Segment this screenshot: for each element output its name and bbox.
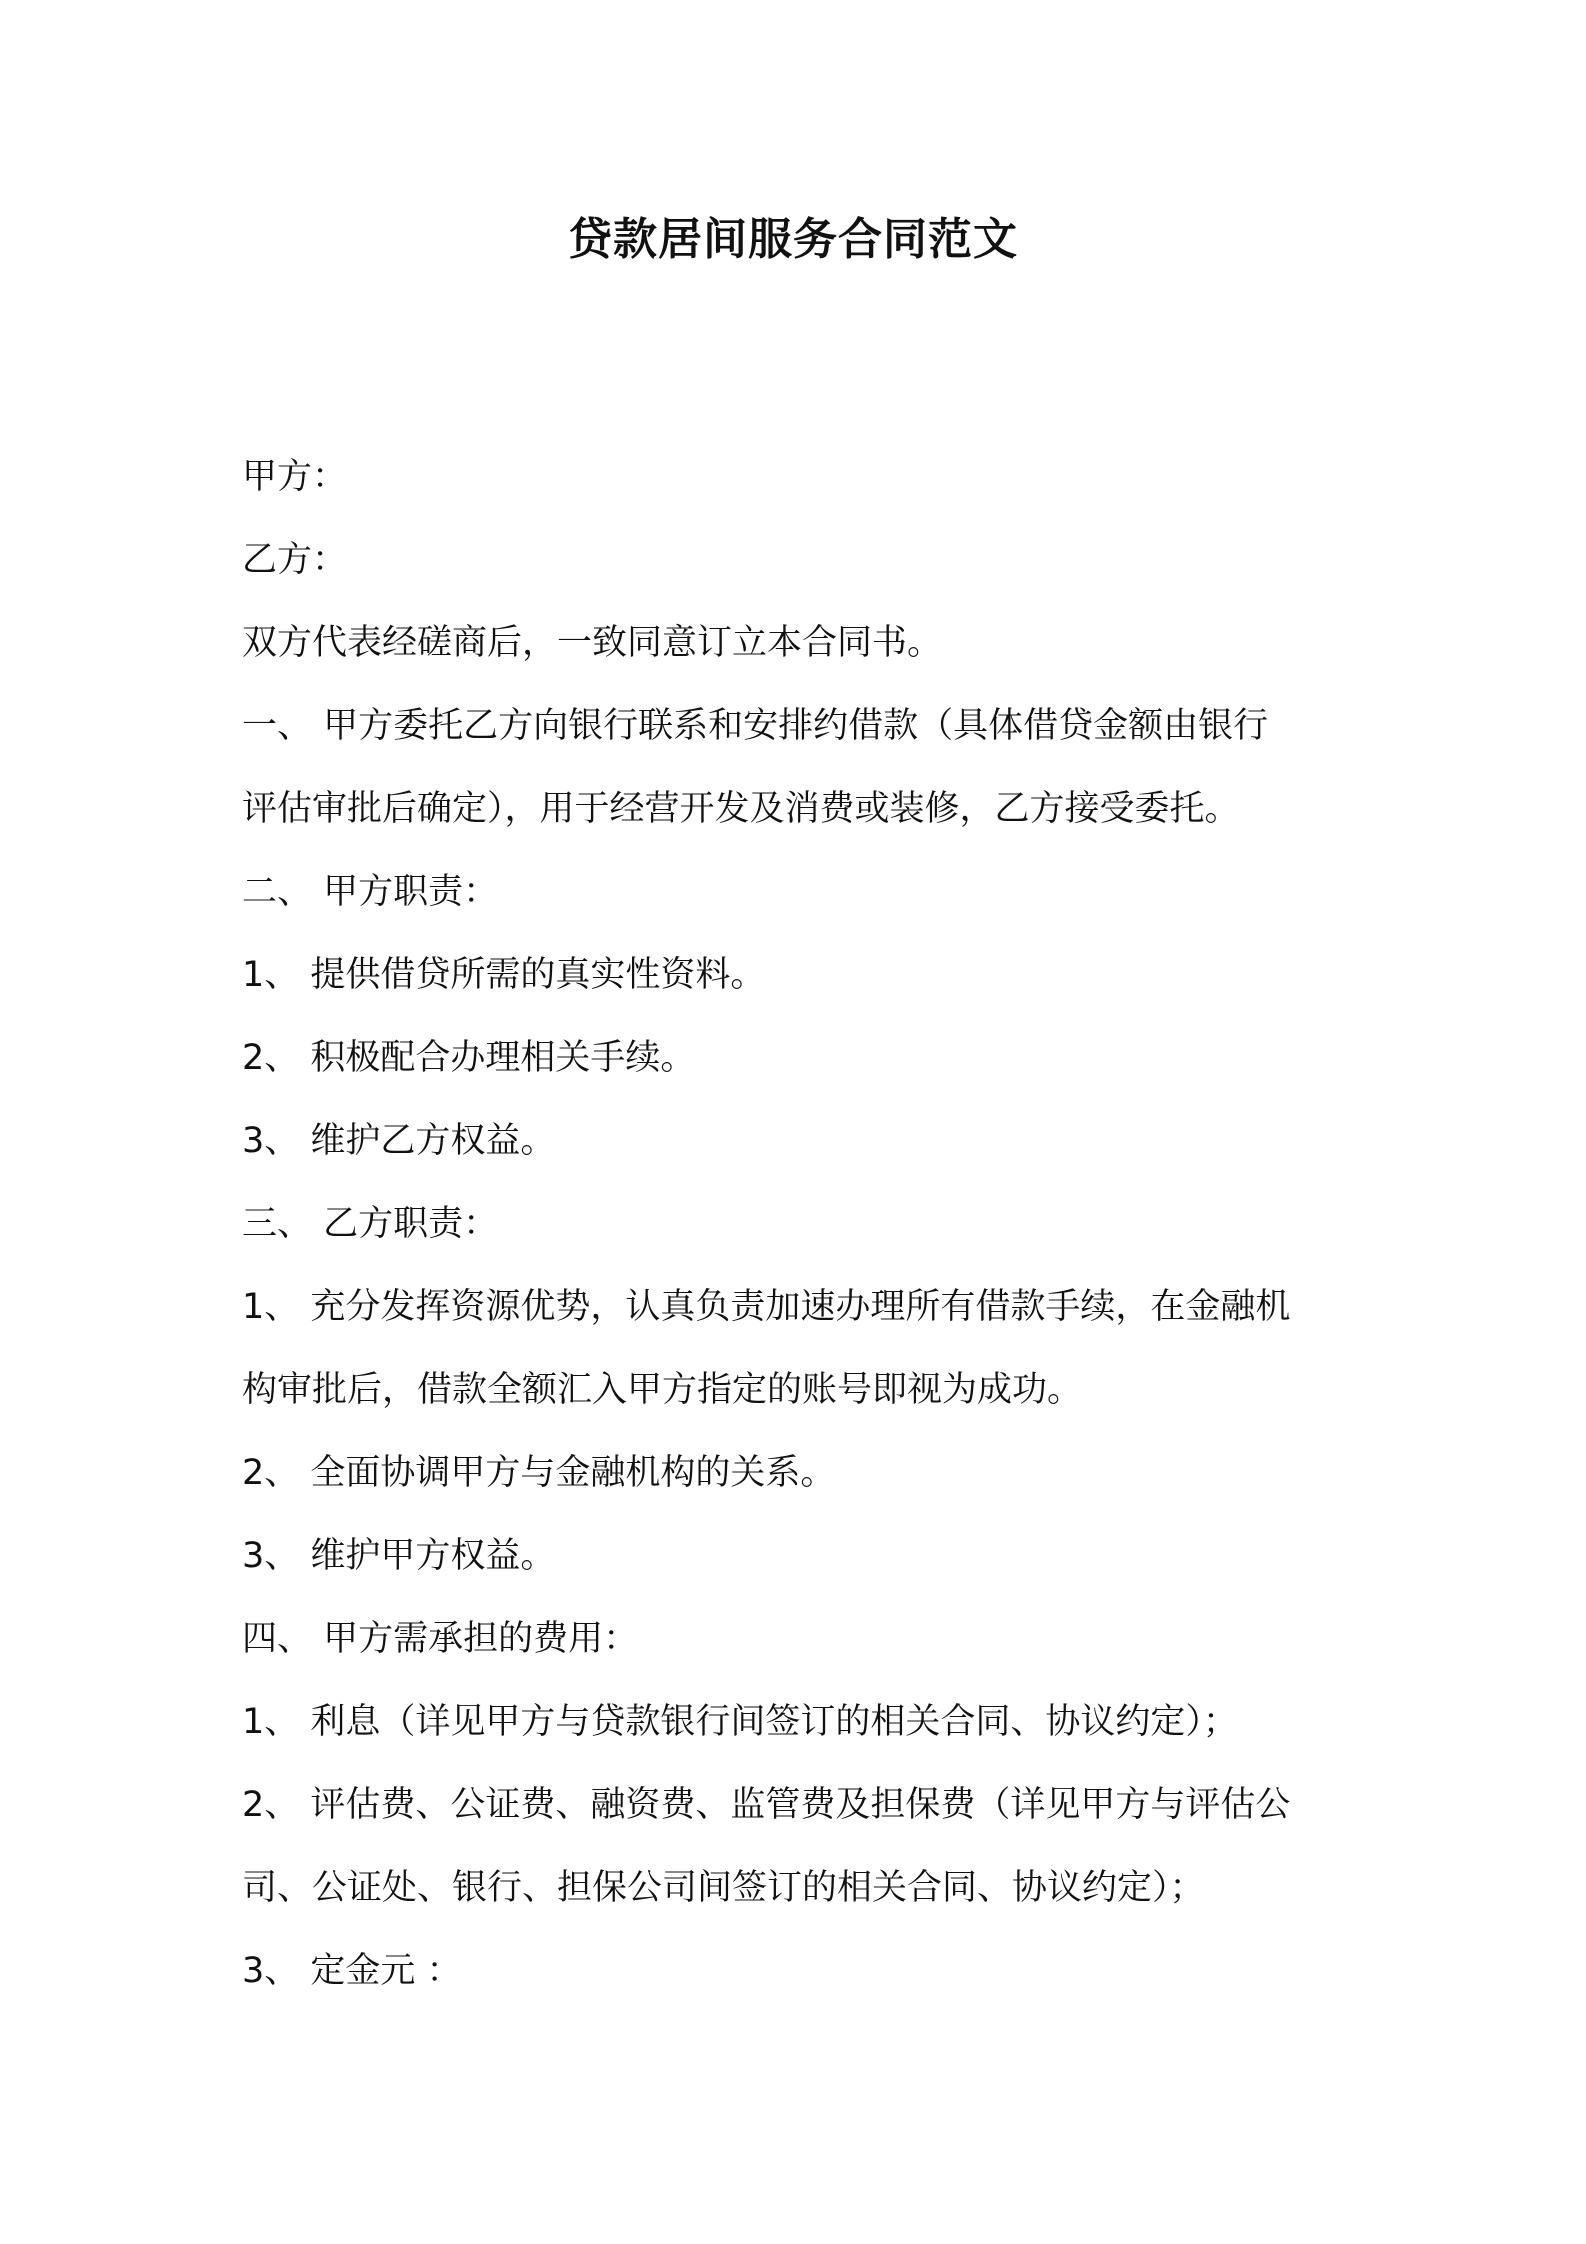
party-b-line: 乙方： [242,540,348,580]
clause-2-item-1: 1、 提供借贷所需的真实性资料。 [242,955,766,995]
clause-3-item-2: 2、 全面协调甲方与金融机构的关系。 [242,1453,836,1493]
clause-4-item-1: 1、 利息（详见甲方与贷款银行间签订的相关合同、协议约定）； [242,1702,1238,1742]
clause-1-line-1: 一、 甲方委托乙方向银行联系和安排约借款（具体借贷金额由银行 [242,706,1269,746]
clause-3-item-3: 3、 维护甲方权益。 [242,1536,556,1576]
clause-2-item-2: 2、 积极配合办理相关手续。 [242,1038,696,1078]
clause-4-item-3: 3、 定金元 ： [242,1951,462,1991]
clause-4-heading: 四、 甲方需承担的费用： [242,1619,639,1659]
document-body [242,436,1352,2013]
document-title: 贷款居间服务合同范文 [568,214,1018,265]
clause-3-item-1-line-2: 构审批后，借款全额汇入甲方指定的账号即视为成功。 [242,1370,1083,1410]
clause-4-item-2-line-1: 2、 评估费、公证费、融资费、监管费及担保费（详见甲方与评估公 [242,1785,1291,1825]
clause-3-item-1-line-1: 1、 充分发挥资源优势，认真负责加速办理所有借款手续，在金融机 [242,1287,1291,1327]
clause-2-item-3: 3、 维护乙方权益。 [242,1121,556,1161]
clause-4-item-2-line-2: 司、公证处、银行、担保公司间签订的相关合同、协议约定）； [242,1868,1205,1908]
party-a-line: 甲方： [242,457,348,497]
agreement-intro-line: 双方代表经磋商后，一致同意订立本合同书。 [242,623,943,663]
clause-2-heading: 二、 甲方职责： [242,872,499,912]
clause-3-heading: 三、 乙方职责： [242,1204,499,1244]
clause-1-line-2: 评估审批后确定），用于经营开发及消费或装修，乙方接受委托。 [242,789,1240,829]
